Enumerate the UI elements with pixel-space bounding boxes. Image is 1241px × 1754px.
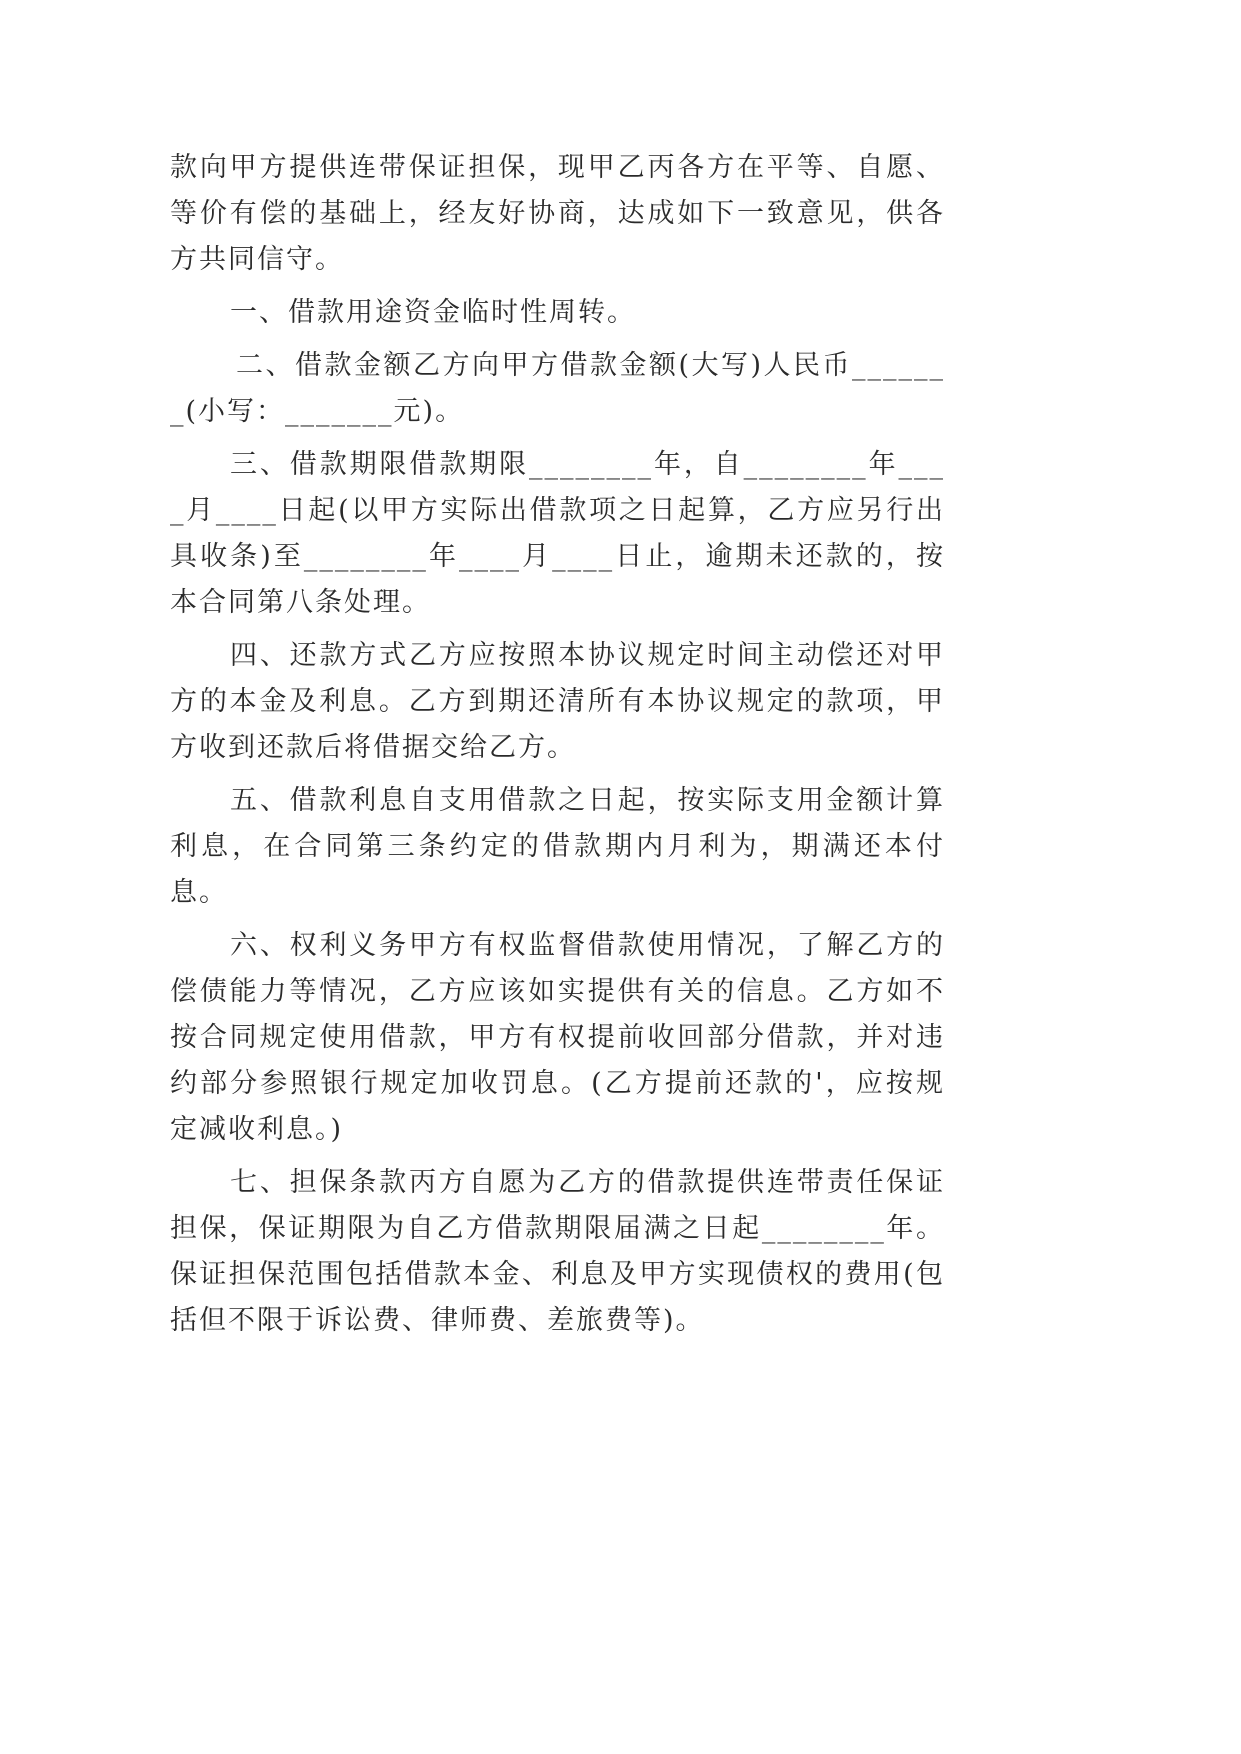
paragraph-clause-5: 五、借款利息自支用借款之日起，按实际支用金额计算利息，在合同第三条约定的借款期内月利为，期满还本付息。 [170,785,945,908]
paragraph-clause-6: 六、权利义务甲方有权监督借款使用情况，了解乙方的偿债能力等情况，乙方应该如实提供有关的信息。乙方如不按合同规定使用借款，甲方有权提前收回部分借款，并对违约部分参照银行规定加收罚息。(乙方提前还款的'，应按规定减收利息。) [170,930,945,1145]
document-body [170,145,945,1351]
paragraph-clause-2: 二、借款金额乙方向甲方借款金额(大写)人民币_______(小写：_______元)。 [170,350,945,427]
paragraph-clause-1: 一、借款用途资金临时性周转。 [230,297,636,328]
paragraph-clause-7: 七、担保条款丙方自愿为乙方的借款提供连带责任保证担保，保证期限为自乙方借款期限届满之日起________年。保证担保范围包括借款本金、利息及甲方实现债权的费用(包括但不限于诉讼费、律师费、差旅费等)。 [170,1167,945,1336]
paragraph-clause-3: 三、借款期限借款期限________年，自________年____月____日起(以甲方实际出借款项之日起算，乙方应另行出具收条)至________年____月____日止，逾期未还款的，按本合同第八条处理。 [170,449,945,618]
paragraph-clause-4: 四、还款方式乙方应按照本协议规定时间主动偿还对甲方的本金及利息。乙方到期还清所有本协议规定的款项，甲方收到还款后将借据交给乙方。 [170,640,945,763]
paragraph-opening: 款向甲方提供连带保证担保，现甲乙丙各方在平等、自愿、等价有偿的基础上，经友好协商，达成如下一致意见，供各方共同信守。 [170,152,945,275]
